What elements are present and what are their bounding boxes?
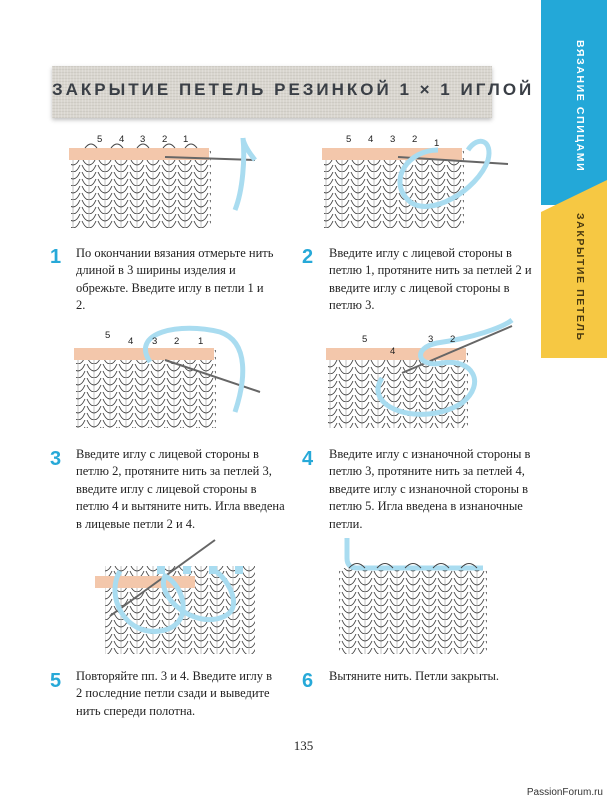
svg-text:3: 3 xyxy=(152,336,158,347)
step-2-number: 2 xyxy=(302,246,314,268)
svg-text:3: 3 xyxy=(140,134,146,145)
step-4-illustration xyxy=(322,318,522,438)
svg-text:4: 4 xyxy=(119,134,125,145)
svg-text:1: 1 xyxy=(183,134,189,145)
step-6-illustration xyxy=(325,536,495,661)
svg-text:2: 2 xyxy=(412,134,418,145)
svg-text:3: 3 xyxy=(390,134,396,145)
svg-text:5: 5 xyxy=(362,334,368,345)
svg-text:4: 4 xyxy=(128,336,134,347)
svg-text:3: 3 xyxy=(428,334,434,345)
svg-text:2: 2 xyxy=(174,336,180,347)
svg-text:1: 1 xyxy=(434,138,440,149)
step-3-illustration xyxy=(70,322,270,437)
step-1-number: 1 xyxy=(50,246,62,268)
svg-text:5: 5 xyxy=(97,134,103,145)
page-title: ЗАКРЫТИЕ ПЕТЕЛЬ РЕЗИНКОЙ 1 × 1 ИГЛОЙ xyxy=(52,80,535,99)
svg-text:1: 1 xyxy=(198,336,204,347)
step-4-number: 4 xyxy=(302,448,314,470)
step-3-text: Введите иглу с лицевой стороны в петлю 2, протяните нить за петлей 3, введите иглу с лицевой стороны в петлю 4 и вытяните нить. Игла введена в лицевые петли 2 и 4. xyxy=(76,447,285,531)
svg-text:2: 2 xyxy=(162,134,168,145)
step-6-number: 6 xyxy=(302,670,314,692)
svg-text:4: 4 xyxy=(390,346,396,357)
step-6-text: Вытяните нить. Петли закрыты. xyxy=(329,669,500,683)
step-1-illustration xyxy=(65,130,265,235)
svg-text:2: 2 xyxy=(450,334,456,345)
step-2-text: Введите иглу с лицевой стороны в петлю 1, протяните нить за петлей 2 и введите иглу с лицевой стороны в петлю 3. xyxy=(329,246,532,313)
watermark: PassionForum.ru xyxy=(526,787,603,798)
step-5-illustration xyxy=(65,536,265,661)
title-banner xyxy=(52,66,535,118)
step-2-illustration xyxy=(318,130,518,235)
subsection-tab-label: ЗАКРЫТИЕ ПЕТЕЛЬ xyxy=(574,213,586,342)
page-number: 135 xyxy=(293,738,314,753)
step-4-text: Введите иглу с изнаночной стороны в петлю 3, протяните нить за петлей 4, введите иглу с изнаночной стороны в петлю 5. Игла введена в изнаночные петли. xyxy=(329,447,531,531)
step-1-text: По окончании вязания отмерьте нить длиной в 3 ширины изделия и обрежьте. Введите иглу в петли 1 и 2. xyxy=(76,246,274,313)
step-5-text: Повторяйте пп. 3 и 4. Введите иглу в 2 последние петли сзади и выведите нить спереди полотна. xyxy=(76,669,272,718)
step-5-number: 5 xyxy=(50,670,62,692)
svg-text:5: 5 xyxy=(105,330,111,341)
step-3-number: 3 xyxy=(50,448,62,470)
svg-text:5: 5 xyxy=(346,134,352,145)
section-tab-label: ВЯЗАНИЕ СПИЦАМИ xyxy=(574,40,586,173)
svg-text:4: 4 xyxy=(368,134,374,145)
